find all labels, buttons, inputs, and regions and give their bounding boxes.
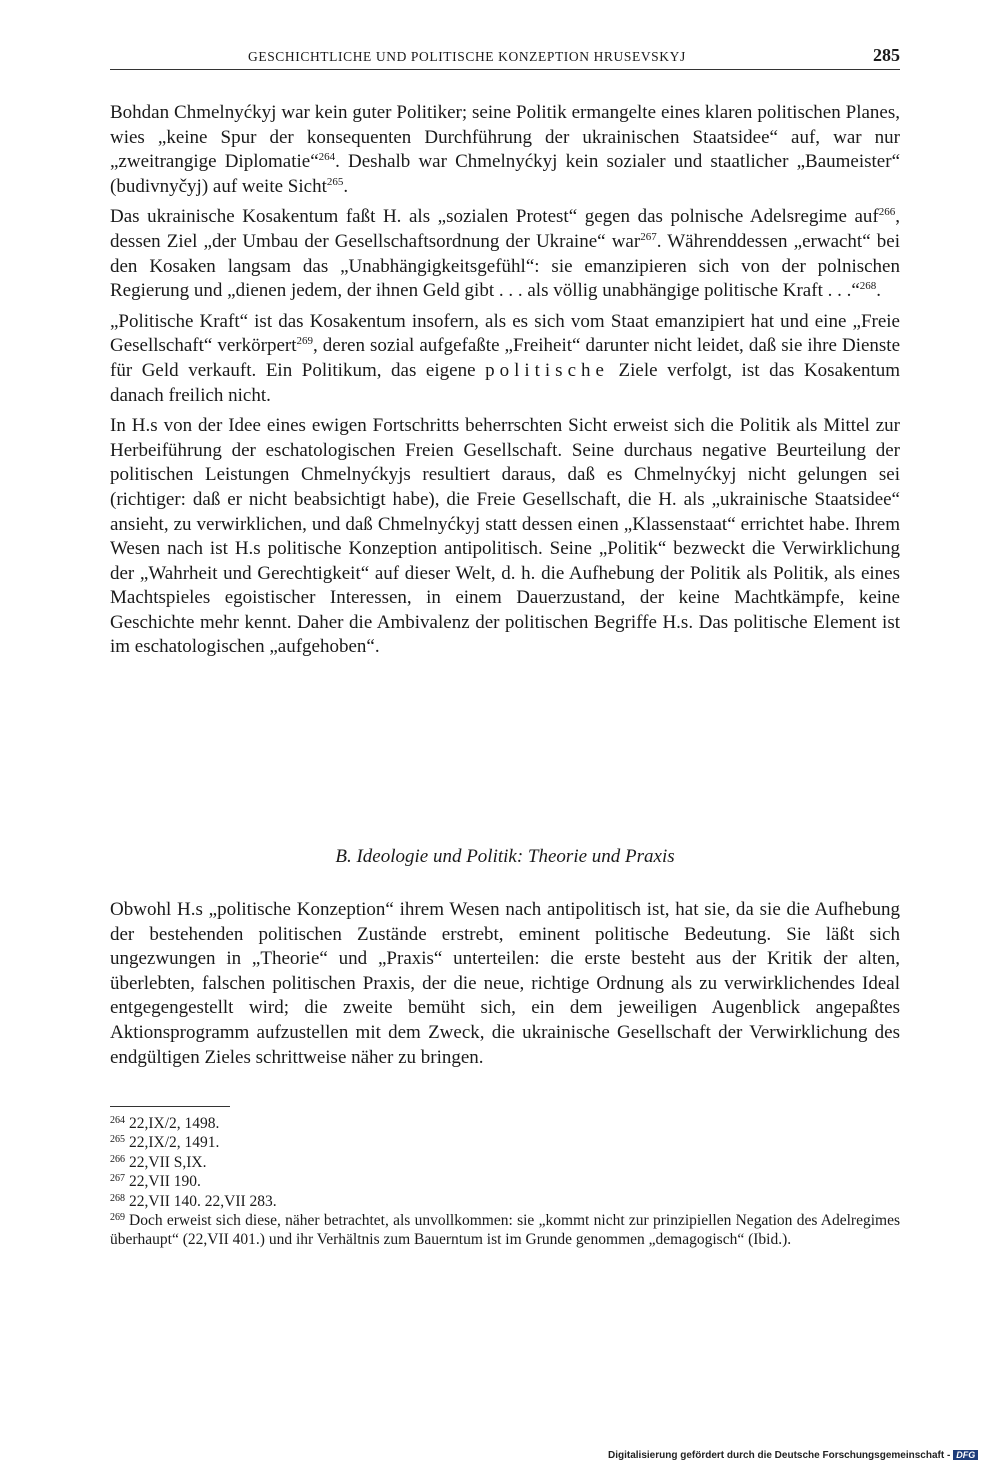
header-rule — [110, 69, 900, 70]
text-run: . — [343, 175, 349, 197]
footnote-number: 265 — [110, 1134, 125, 1146]
page-number: 285 — [873, 45, 900, 65]
footnote-text: 22,IX/2, 1491. — [129, 1134, 220, 1152]
footnote-ref: 264 — [318, 151, 336, 164]
text-run: , deren sozial aufgefaßte „Freiheit“ darunter nicht leidet, daß sie ihre Dienste für Geld verkauft. Ein Politikum, das eigene — [110, 335, 901, 381]
section-paragraph: Obwohl H.s „politische Konzeption“ ihrem Wesen nach antipolitisch ist, hat sie, da sie die Aufhebung der bestehenden politischen Zustände erstrebt, eminent politische Bedeutung. Sie läßt sich ungezwungen in „Theorie“ und „Praxis“ unterteilen: die erste besteht aus der Kritik der alten, überlebten, falschen politischen Praxis, der die neue, richtige Ordnung als zu verwirklichendes Ideal entgegengestellt wird; die zweite bemüht sich, ein dem jeweiligen Augenblick angepaßtes Aktionsprogramm aufzustellen mit dem Zweck, die ukrainische Gesellschaft der Verwirklichung des endgültigen Zieles schrittweise näher zu bringen. — [110, 899, 900, 1068]
funding-notice — [608, 1450, 978, 1461]
text-run: Ziele verfolgt, ist das Kosakentum danach freilich nicht. — [110, 359, 900, 406]
footnote-269 — [110, 1211, 900, 1250]
dfg-logo: DFG — [953, 1450, 978, 1460]
page-header — [110, 40, 900, 70]
footnote-ref: 266 — [878, 206, 896, 219]
footnote-267 — [110, 1172, 900, 1191]
footnote-266 — [110, 1153, 900, 1172]
footnote-rule — [110, 1106, 230, 1107]
footnote-number: 266 — [110, 1153, 125, 1165]
paragraph-3 — [110, 310, 900, 408]
text-run: . Deshalb war Chmelnyćkyj kein sozialer und staatlicher „Baumeister“ (budivnyčyj) auf weite Sicht — [110, 151, 900, 197]
footnote-268 — [110, 1192, 900, 1211]
footnote-ref: 267 — [640, 230, 657, 243]
section-heading: B. Ideologie und Politik: Theorie und Praxis — [335, 846, 675, 867]
text-run: Bohdan Chmelnyćkyj war kein guter Politiker; seine Politik ermangelte eines klaren politischen Planes, wies „keine Spur der konsequenten Durchführung der ukrainischen Staatsidee“ auf, war nur „zweitrangige Diplomatie“ — [110, 102, 900, 173]
paragraph-4: In H.s von der Idee eines ewigen Fortschritts beherrschten Sicht erweist sich die Politik als Mittel zur Herbeiführung der eschatologischen Freien Gesellschaft. Seine durchaus negative Beurteilung der politischen Leistungen Chmelnyćkyjs resultiert daraus, daß es Chmelnyćkyj nicht gelungen sei (richtiger: daß er nicht beabsichtigt habe), die Freie Gesellschaft, die H. als „ukrainische Staatsidee“ ansieht, zu verwirklichen, und daß Chmelnyćkyj statt dessen einen „Klassenstaat“ errichtet habe. Ihrem Wesen nach ist H.s politische Konzeption antipolitisch. Seine „Politik“ bezweckt die Verwirklichung der „Wahrheit und Gerechtigkeit“ auf dieser Welt, d. h. die Aufhebung der Politik als Politik, als eines Machtspieles egoistischer Interessen, in einem Dauerzustand, der keine Machtkämpfe, keine Geschichte mehr kennt. Daher die Ambivalenz der politischen Begriffe H.s. Das politische Element ist im eschatologischen „aufgehoben“. — [110, 415, 900, 658]
footnote-ref: 269 — [296, 335, 313, 348]
footnote-number: 264 — [110, 1115, 125, 1126]
footnote-number: 267 — [110, 1173, 125, 1185]
section-body — [110, 898, 900, 1070]
text-run: , dessen Ziel „der Umbau der Gesellschaftsordnung der Ukraine“ war — [110, 206, 900, 252]
main-text — [110, 101, 900, 666]
paragraph-1 — [110, 101, 900, 199]
footnote-text: Doch erweist sich diese, näher betrachtet, als unvollkommen: sie „kommt nicht zur prinzipiellen Negation des Adelregimes überhaupt“ (22,VII 401.) und ihr Verhältnis zum Bauerntum ist im Grunde genommen „demagogisch“ (Ibid.). — [110, 1212, 900, 1249]
footnote-text: 22,VII 190. — [129, 1173, 201, 1191]
footnote-265 — [110, 1133, 900, 1152]
text-run: „Politische Kraft“ ist das Kosakentum insofern, als es sich vom Staat emanzipiert hat und eine „Freie Gesellschaft“ verkörpert — [110, 310, 900, 357]
footnote-text: 22,VII 140. 22,VII 283. — [129, 1192, 277, 1210]
funding-text: Digitalisierung gefördert durch die Deutsche Forschungsgemeinschaft - — [608, 1450, 951, 1461]
paragraph-2 — [110, 205, 900, 303]
footnote-number: 268 — [110, 1192, 125, 1204]
text-run: Das ukrainische Kosakentum faßt H. als „sozialen Protest“ gegen das polnische Adelsregime auf — [110, 206, 879, 228]
footnote-text: 22,IX/2, 1498. — [129, 1115, 220, 1132]
footnote-ref: 265 — [326, 175, 344, 188]
text-run: . — [876, 280, 882, 302]
text-run: . Währenddessen „erwacht“ bei den Kosaken langsam das „Unabhängigkeitsgefühl“: sie emanzipieren sich von der polnischen Regierung und „dienen jedem, der ihnen Geld gibt . . . als völlig unabhängige politische Kraft . . .“ — [110, 230, 900, 302]
footnote-ref: 268 — [859, 280, 877, 293]
footnotes — [110, 1114, 900, 1250]
footnote-text: 22,VII S,IX. — [129, 1153, 207, 1171]
running-head: GESCHICHTLICHE UND POLITISCHE KONZEPTION HRUSEVSKYJ — [248, 49, 686, 64]
spaced-emphasis: politische — [485, 359, 609, 381]
footnote-264 — [110, 1114, 900, 1133]
footnote-number: 269 — [110, 1212, 125, 1224]
